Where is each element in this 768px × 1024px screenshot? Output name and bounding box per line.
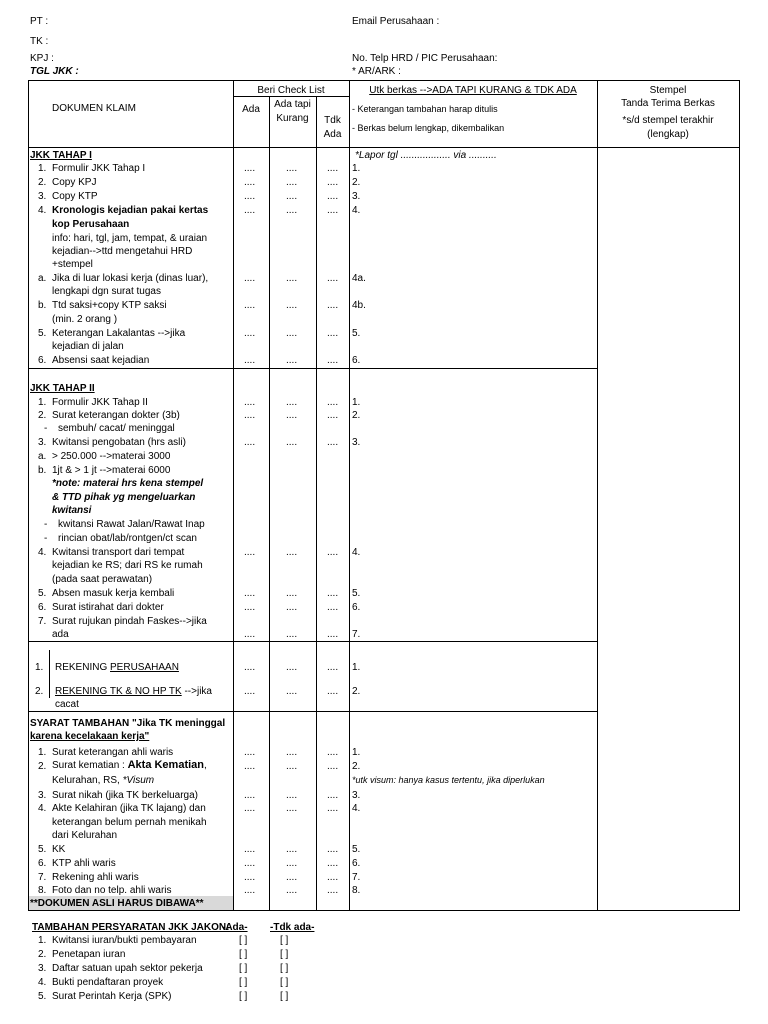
ket-num: 4. xyxy=(352,205,361,216)
jakon-item-num: 4. xyxy=(38,977,47,988)
jakon-item-text: Bukti pendaftaran proyek xyxy=(52,977,164,988)
check-ada: .... xyxy=(244,410,256,421)
rekening-perusahaan: REKENING PERUSAHAAN xyxy=(55,662,179,673)
row-number: - xyxy=(44,519,48,530)
jakon-ada-checkbox[interactable]: [ ] xyxy=(239,963,248,974)
row-text: KK xyxy=(52,844,66,855)
check-ada: .... xyxy=(244,803,256,814)
jakon-ada-checkbox[interactable]: [ ] xyxy=(239,977,248,988)
jakon-item-num: 1. xyxy=(38,935,47,946)
row-number: - xyxy=(44,533,48,544)
row-number: - xyxy=(44,423,48,434)
col-utk-berkas: Utk berkas -->ADA TAPI KURANG & TDK ADA xyxy=(369,85,577,96)
check-tdk-ada: .... xyxy=(327,177,339,188)
row-text: Formulir JKK Tahap II xyxy=(52,397,148,408)
row-number: 2. xyxy=(38,410,47,421)
check-ada-tapi-kurang: .... xyxy=(286,163,298,174)
col-dokumen-klaim: DOKUMEN KLAIM xyxy=(52,103,136,114)
check-ada-tapi-kurang: .... xyxy=(286,177,298,188)
rekening-2-num: 2. xyxy=(35,686,44,697)
dots: .... xyxy=(327,662,339,673)
jakon-tdk-checkbox[interactable]: [ ] xyxy=(280,963,289,974)
check-ada: .... xyxy=(244,437,256,448)
check-ada-tapi-kurang: .... xyxy=(286,872,298,883)
row-text: Ttd saksi+copy KTP saksi xyxy=(52,300,167,311)
ket-num: 6. xyxy=(352,355,361,366)
check-ada: .... xyxy=(244,191,256,202)
check-ada: .... xyxy=(244,844,256,855)
check-tdk-ada: .... xyxy=(327,328,339,339)
jakon-title: TAMBAHAN PERSYARATAN JKK JAKON: xyxy=(32,922,230,933)
check-ada-tapi-kurang: .... xyxy=(286,602,298,613)
section-jkk-tahap-2-title: JKK TAHAP II xyxy=(30,383,95,394)
row-text: kejadian-->ttd mengetahui HRD xyxy=(52,246,193,257)
check-ada: .... xyxy=(244,629,256,640)
row-number: 8. xyxy=(38,885,47,896)
ket-num: 3. xyxy=(352,790,361,801)
row-number: 1. xyxy=(38,397,47,408)
row-text: Copy KPJ xyxy=(52,177,97,188)
row-number: 3. xyxy=(38,790,47,801)
check-ada: .... xyxy=(244,872,256,883)
rekening-1-num: 1. xyxy=(35,662,44,673)
rekening-tk: REKENING TK & NO HP TK -->jika xyxy=(55,686,212,697)
row-number: 7. xyxy=(38,872,47,883)
row-text: (min. 2 orang ) xyxy=(52,314,118,325)
check-ada-tapi-kurang: .... xyxy=(286,355,298,366)
col-beri-check-list: Beri Check List xyxy=(257,85,325,96)
check-ada: .... xyxy=(244,163,256,174)
check-ada-tapi-kurang: .... xyxy=(286,547,298,558)
ar-label: * AR/ARK : xyxy=(352,66,401,77)
check-tdk-ada: .... xyxy=(327,858,339,869)
check-tdk-ada: .... xyxy=(327,547,339,558)
jakon-item-text: Surat Perintah Kerja (SPK) xyxy=(52,991,172,1002)
row-text: Surat istirahat dari dokter xyxy=(52,602,164,613)
check-ada-tapi-kurang: .... xyxy=(286,328,298,339)
row-number: 5. xyxy=(38,588,47,599)
ket-num: 5. xyxy=(352,328,361,339)
check-ada-tapi-kurang: .... xyxy=(286,885,298,896)
email-label: Email Perusahaan : xyxy=(352,16,440,27)
check-ada: .... xyxy=(244,588,256,599)
dots: .... xyxy=(244,662,256,673)
check-tdk-ada: .... xyxy=(327,885,339,896)
row-text: lengkapi dgn surat tugas xyxy=(52,286,161,297)
akta-num: 2. xyxy=(38,761,47,772)
ket-num: 4a. xyxy=(352,273,366,284)
jakon-tdk-checkbox[interactable]: [ ] xyxy=(280,991,289,1002)
check-tdk-ada: .... xyxy=(327,205,339,216)
check-ada: .... xyxy=(244,790,256,801)
check-ada-tapi-kurang: .... xyxy=(286,300,298,311)
ket-num: 3. xyxy=(352,191,361,202)
row-text: Kronologis kejadian pakai kertas xyxy=(52,205,209,216)
col-sd-stempel: *s/d stempel terakhir xyxy=(622,115,714,126)
row-text: Keterangan Lakalantas -->jika xyxy=(52,328,186,339)
ket-num: 2. xyxy=(352,177,361,188)
ket-berkas: - Berkas belum lengkap, dikembalikan xyxy=(352,123,505,133)
ket-num: 2. xyxy=(352,686,361,697)
jakon-item-num: 5. xyxy=(38,991,47,1002)
check-tdk-ada: .... xyxy=(327,355,339,366)
check-ada-tapi-kurang: .... xyxy=(286,844,298,855)
row-number: b. xyxy=(38,465,47,476)
jakon-tdk-checkbox[interactable]: [ ] xyxy=(280,949,289,960)
check-tdk-ada: .... xyxy=(327,844,339,855)
check-ada-tapi-kurang: .... xyxy=(286,790,298,801)
kpj-label: KPJ : xyxy=(30,53,54,64)
row-text: Formulir JKK Tahap I xyxy=(52,163,146,174)
check-ada: .... xyxy=(244,300,256,311)
dots: .... xyxy=(327,686,339,697)
check-ada-tapi-kurang: .... xyxy=(286,397,298,408)
col-lengkap: (lengkap) xyxy=(647,129,689,140)
col-tanda-terima: Tanda Terima Berkas xyxy=(621,98,715,109)
row-number: 7. xyxy=(38,616,47,627)
check-ada: .... xyxy=(244,328,256,339)
check-tdk-ada: .... xyxy=(327,629,339,640)
tgl-jkk-label: TGL JKK : xyxy=(30,66,79,77)
dokumen-asli-note: **DOKUMEN ASLI HARUS DIBAWA** xyxy=(30,898,204,909)
check-ada-tapi-kurang: .... xyxy=(286,437,298,448)
check-ada: .... xyxy=(244,273,256,284)
dots: .... xyxy=(244,686,256,697)
ket-num: 1. xyxy=(352,163,361,174)
ket-num: 1. xyxy=(352,662,361,673)
row-number: 3. xyxy=(38,437,47,448)
ket-num: 4b. xyxy=(352,300,366,311)
dots: .... xyxy=(244,761,256,772)
row-text: kwitansi Rawat Jalan/Rawat Inap xyxy=(58,519,205,530)
check-ada-tapi-kurang: .... xyxy=(286,205,298,216)
dots: .... xyxy=(327,761,339,772)
ket-num: 3. xyxy=(352,437,361,448)
row-text: *note: materai hrs kena stempel xyxy=(52,478,204,489)
row-text: > 250.000 -->materai 3000 xyxy=(52,451,171,462)
row-text: kejadian ke RS; dari RS ke rumah xyxy=(52,560,203,571)
row-text: Kwitansi pengobatan (hrs asli) xyxy=(52,437,186,448)
check-tdk-ada: .... xyxy=(327,747,339,758)
col-ada-tapi: Ada tapi xyxy=(274,99,311,110)
check-tdk-ada: .... xyxy=(327,410,339,421)
row-text: kejadian di jalan xyxy=(52,341,124,352)
ket-num: 2. xyxy=(352,761,361,772)
ket-num: 1. xyxy=(352,397,361,408)
ket-num: 4. xyxy=(352,803,361,814)
row-text: Surat nikah (jika TK berkeluarga) xyxy=(52,790,198,801)
row-text: Jika di luar lokasi kerja (dinas luar), xyxy=(52,273,209,284)
check-tdk-ada: .... xyxy=(327,397,339,408)
tk-label: TK : xyxy=(30,36,49,47)
check-ada-tapi-kurang: .... xyxy=(286,803,298,814)
check-tdk-ada: .... xyxy=(327,803,339,814)
row-number: a. xyxy=(38,273,47,284)
check-ada-tapi-kurang: .... xyxy=(286,273,298,284)
jakon-tdk-header: -Tdk ada- xyxy=(270,922,315,933)
jakon-item-text: Penetapan iuran xyxy=(52,949,126,960)
row-text: ada xyxy=(52,629,69,640)
check-ada-tapi-kurang: .... xyxy=(286,629,298,640)
row-number: 6. xyxy=(38,602,47,613)
check-tdk-ada: .... xyxy=(327,300,339,311)
jakon-ada-checkbox[interactable]: [ ] xyxy=(239,991,248,1002)
ket-num: 5. xyxy=(352,588,361,599)
row-number: 5. xyxy=(38,328,47,339)
row-text: (pada saat perawatan) xyxy=(52,574,153,585)
row-text: Rekening ahli waris xyxy=(52,872,139,883)
row-text: rincian obat/lab/rontgen/ct scan xyxy=(58,533,197,544)
row-text: 1jt & > 1 jt -->materai 6000 xyxy=(52,465,171,476)
jakon-tdk-checkbox[interactable]: [ ] xyxy=(280,935,289,946)
check-ada-tapi-kurang: .... xyxy=(286,858,298,869)
section-jkk-tahap-1-title: JKK TAHAP I xyxy=(30,150,92,161)
row-number: 5. xyxy=(38,844,47,855)
check-ada: .... xyxy=(244,602,256,613)
check-tdk-ada: .... xyxy=(327,872,339,883)
row-text: Foto dan no telp. ahli waris xyxy=(52,885,172,896)
ket-num: 1. xyxy=(352,747,361,758)
check-ada: .... xyxy=(244,885,256,896)
ket-num: 4. xyxy=(352,547,361,558)
row-text: Absensi saat kejadian xyxy=(52,355,150,366)
check-ada-tapi-kurang: .... xyxy=(286,410,298,421)
jakon-item-text: Kwitansi iuran/bukti pembayaran xyxy=(52,935,197,946)
akta-kematian-text-2: Kelurahan, RS, *Visum xyxy=(52,775,155,786)
ket-num: 8. xyxy=(352,885,361,896)
col-kurang: Kurang xyxy=(276,113,309,124)
dots: .... xyxy=(286,761,298,772)
row-text: Akte Kelahiran (jika TK lajang) dan xyxy=(52,803,206,814)
dots: .... xyxy=(286,686,298,697)
ket-num: 7. xyxy=(352,629,361,640)
check-ada: .... xyxy=(244,547,256,558)
col-stempel: Stempel xyxy=(649,85,687,96)
check-ada-tapi-kurang: .... xyxy=(286,191,298,202)
row-number: b. xyxy=(38,300,47,311)
row-text: kop Perusahaan xyxy=(52,219,130,230)
row-number: 4. xyxy=(38,547,47,558)
row-number: 1. xyxy=(38,163,47,174)
ket-num: 7. xyxy=(352,872,361,883)
check-ada: .... xyxy=(244,177,256,188)
row-number: 2. xyxy=(38,177,47,188)
check-tdk-ada: .... xyxy=(327,273,339,284)
col-tdk: Tdk xyxy=(324,115,341,126)
row-text: Absen masuk kerja kembali xyxy=(52,588,175,599)
pt-label: PT : xyxy=(30,16,49,27)
check-ada-tapi-kurang: .... xyxy=(286,747,298,758)
row-number: a. xyxy=(38,451,47,462)
check-ada: .... xyxy=(244,858,256,869)
row-number: 4. xyxy=(38,803,47,814)
rekening-tk-cacat: cacat xyxy=(55,699,79,710)
jakon-tdk-checkbox[interactable]: [ ] xyxy=(280,977,289,988)
akta-kematian-text: Surat kematian : Akta Kematian, xyxy=(52,759,207,771)
row-text: sembuh/ cacat/ meninggal xyxy=(58,423,175,434)
jakon-ada-checkbox[interactable]: [ ] xyxy=(239,935,248,946)
check-tdk-ada: .... xyxy=(327,790,339,801)
check-tdk-ada: .... xyxy=(327,437,339,448)
row-number: 1. xyxy=(38,747,47,758)
jakon-item-num: 3. xyxy=(38,963,47,974)
col-tdk-ada: Ada xyxy=(323,129,342,140)
row-text: & TTD pihak yg mengeluarkan xyxy=(52,492,196,503)
row-number: 4. xyxy=(38,205,47,216)
row-text: kwitansi xyxy=(52,505,92,516)
check-ada-tapi-kurang: .... xyxy=(286,588,298,599)
row-text: Copy KTP xyxy=(52,191,98,202)
ket-num: 6. xyxy=(352,858,361,869)
jakon-ada-header: -Ada- xyxy=(222,922,248,933)
ket-num: 2. xyxy=(352,410,361,421)
row-number: 6. xyxy=(38,858,47,869)
ket-num: 6. xyxy=(352,602,361,613)
row-text: +stempel xyxy=(52,259,93,270)
check-tdk-ada: .... xyxy=(327,163,339,174)
jakon-ada-checkbox[interactable]: [ ] xyxy=(239,949,248,960)
check-ada: .... xyxy=(244,355,256,366)
row-text: Surat rujukan pindah Faskes-->jika xyxy=(52,616,207,627)
lapor-note: *Lapor tgl .................. via .......... xyxy=(355,150,497,161)
check-ada: .... xyxy=(244,397,256,408)
row-number: 6. xyxy=(38,355,47,366)
check-tdk-ada: .... xyxy=(327,191,339,202)
jakon-item-text: Daftar satuan upah sektor pekerja xyxy=(52,963,203,974)
visum-note: *utk visum: hanya kasus tertentu, jika diperlukan xyxy=(352,775,545,785)
telp-label: No. Telp HRD / PIC Perusahaan: xyxy=(352,53,498,64)
row-text: Kwitansi transport dari tempat xyxy=(52,547,185,558)
row-text: dari Kelurahan xyxy=(52,830,118,841)
jakon-item-num: 2. xyxy=(38,949,47,960)
ket-tambahan: - Keterangan tambahan harap ditulis xyxy=(352,104,498,114)
dots: .... xyxy=(286,662,298,673)
row-text: keterangan belum pernah menikah xyxy=(52,817,207,828)
row-number: 3. xyxy=(38,191,47,202)
check-tdk-ada: .... xyxy=(327,602,339,613)
check-ada: .... xyxy=(244,747,256,758)
ket-num: 5. xyxy=(352,844,361,855)
row-text: Surat keterangan ahli waris xyxy=(52,747,174,758)
syarat-tambahan-title-2: karena kecelakaan kerja" xyxy=(30,731,150,742)
col-ada: Ada xyxy=(242,104,260,115)
check-tdk-ada: .... xyxy=(327,588,339,599)
check-ada: .... xyxy=(244,205,256,216)
row-text: KTP ahli waris xyxy=(52,858,116,869)
row-text: info: hari, tgl, jam, tempat, & uraian xyxy=(52,233,208,244)
syarat-tambahan-title: SYARAT TAMBAHAN "Jika TK meninggal xyxy=(30,718,226,729)
row-text: Surat keterangan dokter (3b) xyxy=(52,410,180,421)
